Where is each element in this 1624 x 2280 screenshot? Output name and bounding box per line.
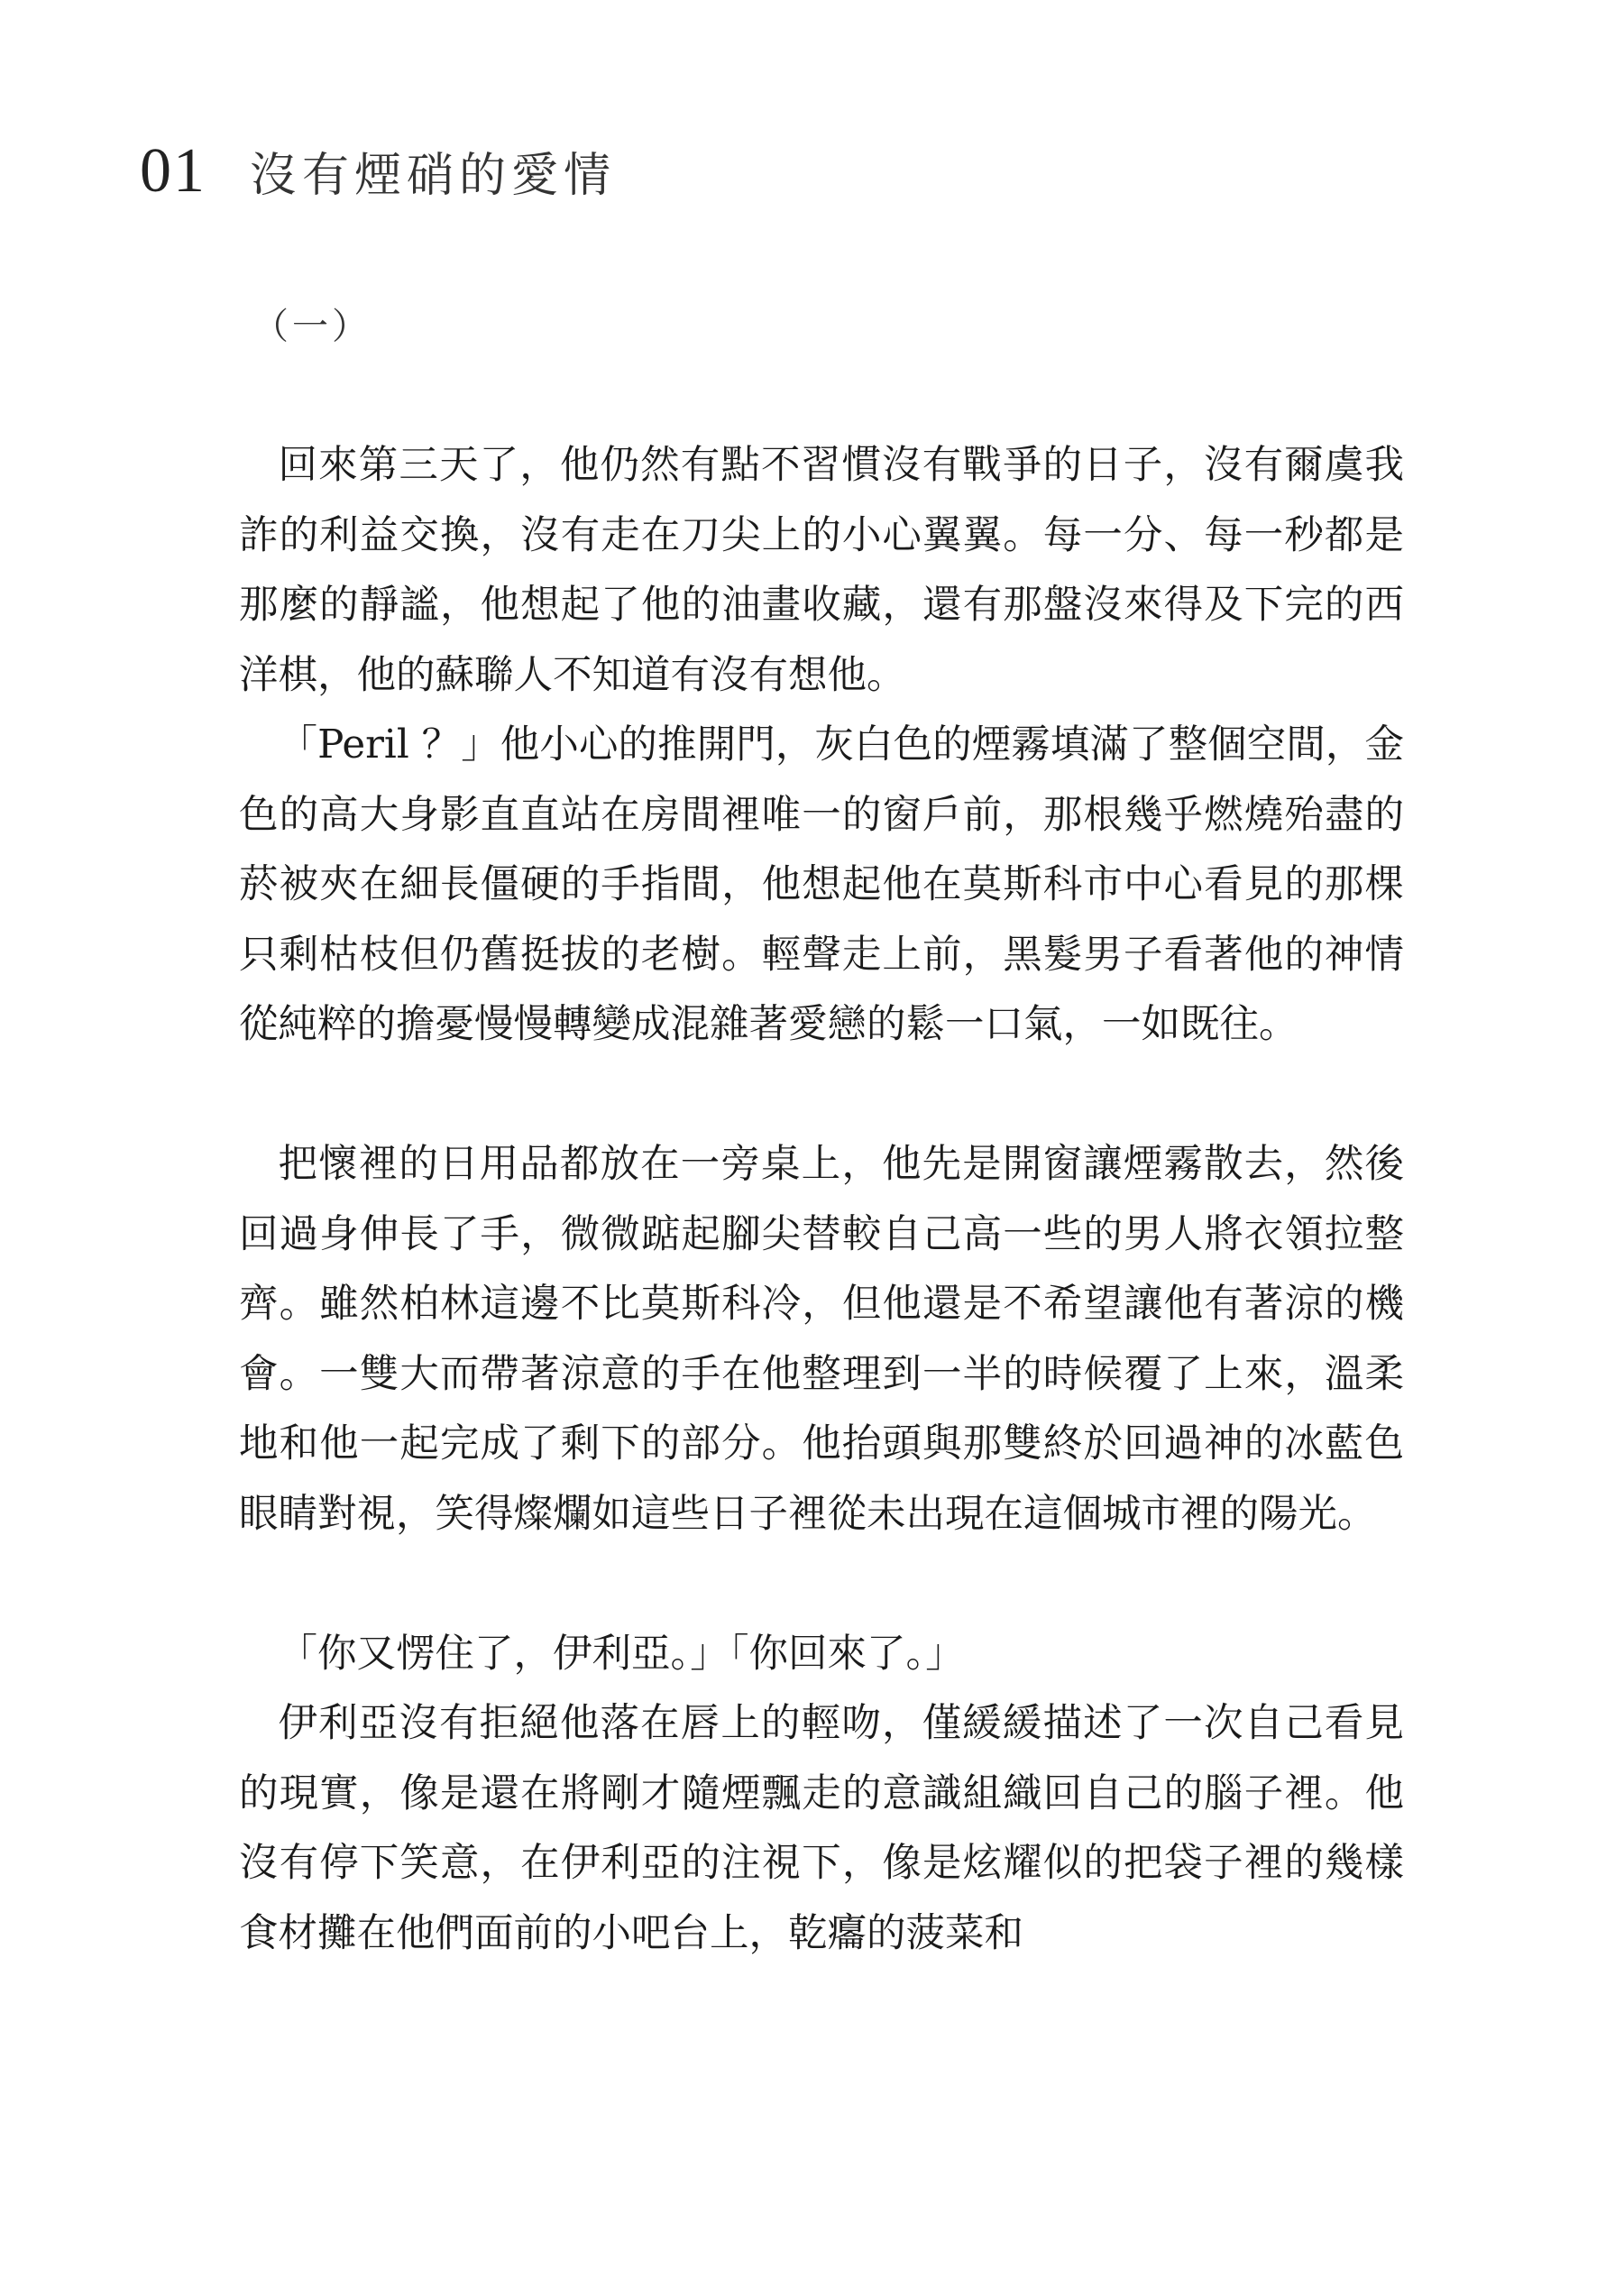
chapter-title: 沒有煙硝的愛情 bbox=[250, 149, 617, 203]
paragraph-1: 回來第三天了，他仍然有點不習慣沒有戰爭的日子，沒有爾虞我詐的利益交換，沒有走在刀尖上的小心翼翼。每一分、每一秒都是那麼的靜謐，他想起了他的油畫收藏，還有那盤沒來得及下完的西洋棋，他的蘇聯人不知道有沒有想他。 bbox=[239, 443, 1404, 698]
body-text bbox=[239, 431, 1404, 1969]
paragraph-4: 「你又愣住了，伊利亞。」「你回來了。」 bbox=[278, 1631, 965, 1677]
chapter-header bbox=[140, 135, 616, 207]
paragraph-gap bbox=[239, 1549, 1404, 1620]
paragraph-2: 「Peril ？」他小心的推開門，灰白色的煙霧填滿了整個空間，金色的高大身影直直站在房間裡唯一的窗戶前，那根幾乎燃燒殆盡的菸被夾在細長僵硬的手指間，他想起他在莫斯科市中心看見的那棵只剩枯枝但仍舊挺拔的老樹。輕聲走上前，黑髮男子看著他的神情從純粹的擔憂慢慢轉變成混雜著愛戀的鬆一口氣，一如既往。 bbox=[239, 722, 1404, 1047]
paragraph-3: 把懷裡的日用品都放在一旁桌上，他先是開窗讓煙霧散去，然後回過身伸長了手，微微踮起腳尖替較自己高一些的男人將衣領拉整齊。雖然柏林這邊不比莫斯科冷，但他還是不希望讓他有著涼的機會。一雙大而帶著涼意的手在他整理到一半的時候覆了上來，溫柔地和他一起完成了剩下的部分。他抬頭與那雙終於回過神的冰藍色眼睛對視，笑得燦爛如這些日子裡從未出現在這個城市裡的陽光。 bbox=[239, 1142, 1404, 1537]
section-mark: （一） bbox=[252, 306, 372, 347]
chapter-number: 01 bbox=[140, 136, 206, 206]
paragraph-gap bbox=[239, 1061, 1404, 1131]
paragraph-5: 伊利亞沒有拒絕他落在唇上的輕吻，僅緩緩描述了一次自己看見的現實，像是還在將剛才隨煙飄走的意識組織回自己的腦子裡。他沒有停下笑意，在伊利亞的注視下，像是炫耀似的把袋子裡的幾樣食材攤在他們面前的小吧台上，乾癟的菠菜和 bbox=[239, 1701, 1404, 1956]
